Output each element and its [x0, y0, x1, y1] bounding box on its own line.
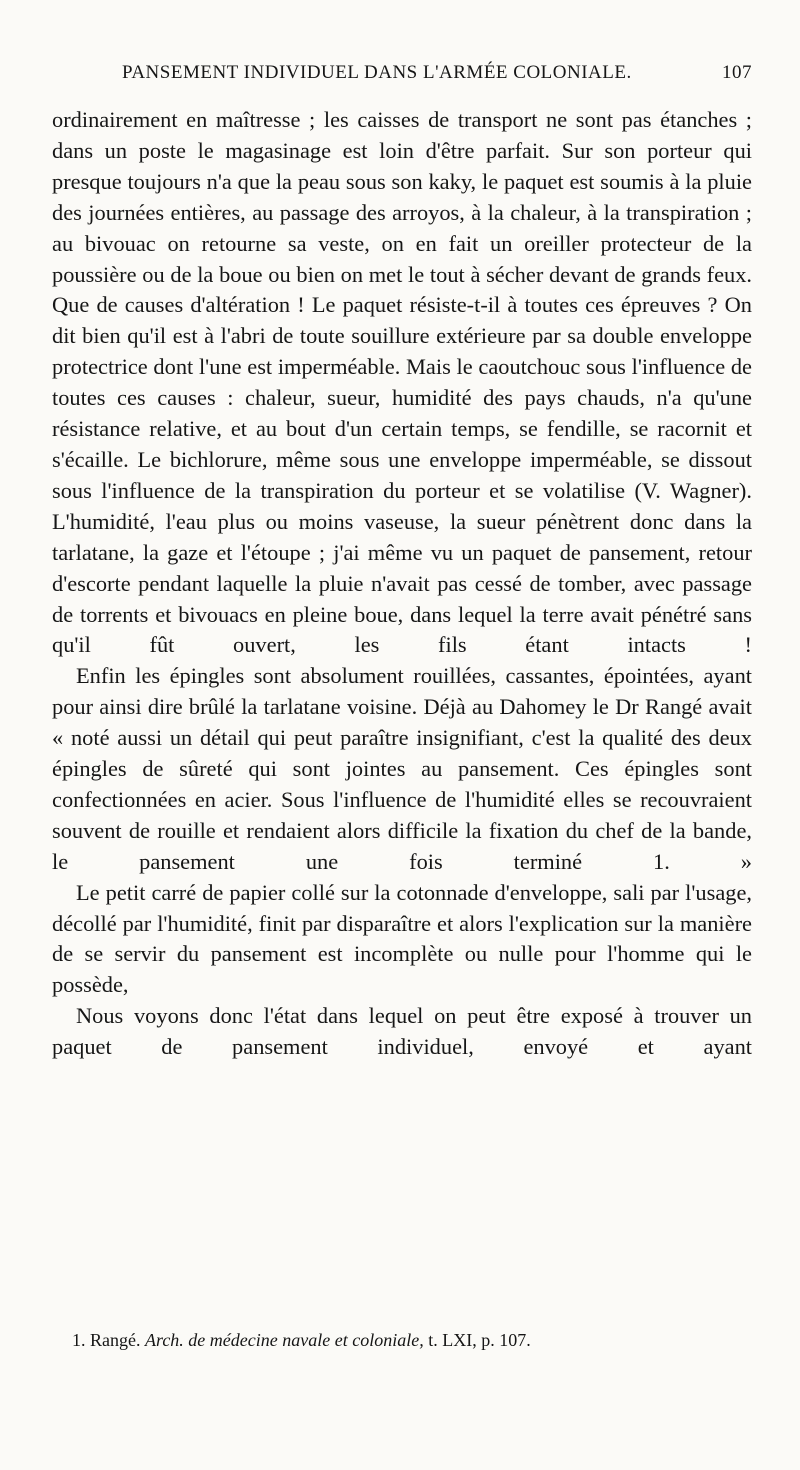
- running-title: PANSEMENT INDIVIDUEL DANS L'ARMÉE COLONIALE.: [122, 62, 632, 83]
- body-text: [52, 105, 752, 1063]
- paragraph-1: ordinairement en maîtresse ; les caisses de transport ne sont pas étanches ; dans un poste le magasinage est loin d'être parfait. Sur son porteur qui presque toujours n'a que la peau sous son kaky, le paquet est soumis à la pluie des journées entières, au passage des arroyos, à la chaleur, à la transpiration ; au bivouac on retourne sa veste, on en fait un oreiller protecteur de la poussière ou de la boue ou bien on met le tout à sécher devant de grands feux. Que de causes d'altération ! Le paquet résiste-t-il à toutes ces épreuves ? On dit bien qu'il est à l'abri de toute souillure extérieure par sa double enveloppe protectrice dont l'une est imperméable. Mais le caoutchouc sous l'influence de toutes ces causes : chaleur, sueur, humidité des pays chauds, n'a qu'une résistance relative, et au bout d'un certain temps, se fendille, se racornit et s'écaille. Le bichlorure, même sous une enveloppe imperméable, se dissout sous l'influence de la transpiration du porteur et se volatilise (V. Wagner). L'humidité, l'eau plus ou moins vaseuse, la sueur pénètrent donc dans la tarlatane, la gaze et l'étoupe ; j'ai même vu un paquet de pansement, retour d'escorte pendant laquelle la pluie n'avait pas cessé de tomber, avec passage de torrents et bivouacs en pleine boue, dans lequel la terre avait pénétré sans qu'il fût ouvert, les fils étant intacts !: [52, 107, 752, 658]
- running-header: [122, 62, 752, 92]
- paragraph-2: Enfin les épingles sont absolument rouillées, cassantes, épointées, ayant pour ainsi dire brûlé la tarlatane voisine. Déjà au Dahomey le Dr Rangé avait « noté aussi un détail qui peut paraître insignifiant, c'est la qualité des deux épingles de sûreté qui sont jointes au pansement. Ces épingles sont confectionnées en acier. Sous l'influence de l'humidité elles se recouvraient souvent de rouille et rendaient alors difficile la fixation du chef de la bande, le pansement une fois terminé 1. »: [52, 663, 752, 874]
- paragraph-4: Nous voyons donc l'état dans lequel on peut être exposé à trouver un paquet de pansement individuel, envoyé et ayant: [52, 1003, 752, 1060]
- footnote: [72, 1328, 752, 1352]
- page-number: 107: [722, 62, 752, 83]
- paragraph-3: Le petit carré de papier collé sur la cotonnade d'enveloppe, sali par l'usage, décollé par l'humidité, finit par disparaître et alors l'explication sur la manière de se servir du pansement est incomplète ou nulle pour l'homme qui le possède,: [52, 879, 752, 998]
- footnote-author: Rangé.: [90, 1330, 141, 1350]
- footnote-journal: Arch. de médecine navale et coloniale,: [144, 1330, 424, 1350]
- footnote-reference: t. LXI, p. 107.: [428, 1330, 531, 1350]
- footnote-number: 1.: [72, 1330, 86, 1350]
